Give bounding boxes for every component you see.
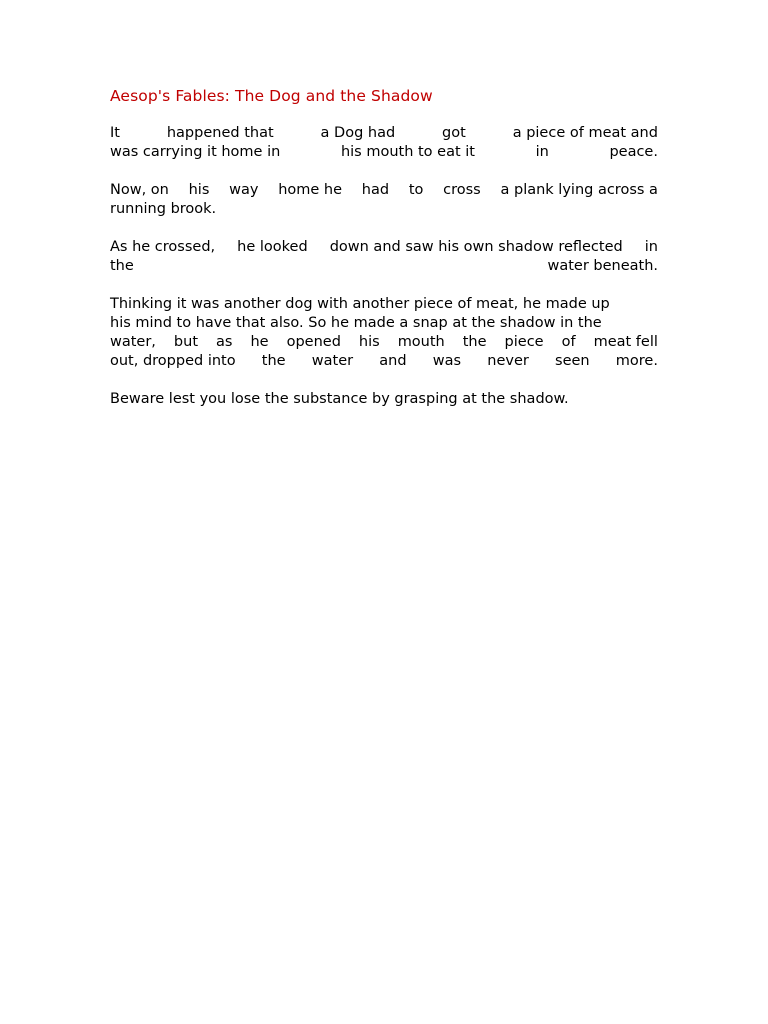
text-run: mouth xyxy=(397,334,445,350)
text-run: the xyxy=(462,334,487,350)
text-run: his mouth to eat it xyxy=(340,144,475,160)
text-run: his mind to have that also. So he made a snap at the shadow in the xyxy=(110,315,602,331)
text-run: as xyxy=(216,334,233,350)
document-body xyxy=(110,86,658,428)
text-line xyxy=(110,390,658,409)
text-run: down and saw his own shadow reflected xyxy=(329,239,623,255)
text-line xyxy=(110,181,658,200)
text-line xyxy=(110,314,658,333)
paragraph xyxy=(110,295,658,371)
text-run: in xyxy=(535,144,549,160)
paragraph xyxy=(110,181,658,219)
text-run: peace. xyxy=(609,144,658,160)
text-run: water beneath. xyxy=(547,258,658,274)
text-run: Beware lest you lose the substance by grasping at the shadow. xyxy=(110,391,569,407)
text-line xyxy=(110,257,658,276)
paragraph xyxy=(110,238,658,276)
document-title: Aesop's Fables: The Dog and the Shadow xyxy=(110,87,433,105)
text-run: happened that xyxy=(166,125,274,141)
text-run: piece xyxy=(504,334,544,350)
text-run: was carrying it home in xyxy=(110,144,281,160)
text-run: home he xyxy=(278,182,343,198)
text-run: a plank lying across a xyxy=(500,182,658,198)
text-run: It xyxy=(110,125,120,141)
text-run: more. xyxy=(615,353,658,369)
text-run: way xyxy=(229,182,259,198)
text-line xyxy=(110,238,658,257)
text-line xyxy=(110,295,658,314)
text-run: he looked xyxy=(237,239,308,255)
text-run: opened xyxy=(286,334,341,350)
text-run: to xyxy=(408,182,424,198)
text-run: had xyxy=(361,182,390,198)
text-run: running brook. xyxy=(110,201,217,217)
text-run: water xyxy=(311,353,354,369)
text-run: his xyxy=(188,182,210,198)
text-run: but xyxy=(173,334,199,350)
text-line xyxy=(110,333,658,352)
text-run: was xyxy=(432,353,462,369)
text-run: out, dropped into xyxy=(110,353,236,369)
text-run: and xyxy=(379,353,407,369)
text-run: of xyxy=(561,334,576,350)
text-run: a Dog had xyxy=(320,125,396,141)
text-run: meat fell xyxy=(593,334,658,350)
text-run: a piece of meat and xyxy=(512,125,658,141)
text-run: As he crossed, xyxy=(110,239,216,255)
text-run: the xyxy=(110,258,134,274)
paragraph xyxy=(110,390,658,409)
text-run: Thinking it was another dog with another piece of meat, he made up xyxy=(110,296,610,312)
text-run: cross xyxy=(443,182,481,198)
text-run: Now, on xyxy=(110,182,169,198)
text-run: in xyxy=(644,239,658,255)
text-line xyxy=(110,352,658,371)
text-run: he xyxy=(250,334,269,350)
text-run: the xyxy=(261,353,286,369)
paragraph-list xyxy=(110,124,658,409)
text-run: never xyxy=(487,353,529,369)
text-run: seen xyxy=(555,353,590,369)
text-line xyxy=(110,143,658,162)
text-run: water, xyxy=(110,334,156,350)
text-line xyxy=(110,124,658,143)
text-line xyxy=(110,200,658,219)
text-run: got xyxy=(442,125,466,141)
paragraph xyxy=(110,124,658,162)
text-run: his xyxy=(358,334,380,350)
